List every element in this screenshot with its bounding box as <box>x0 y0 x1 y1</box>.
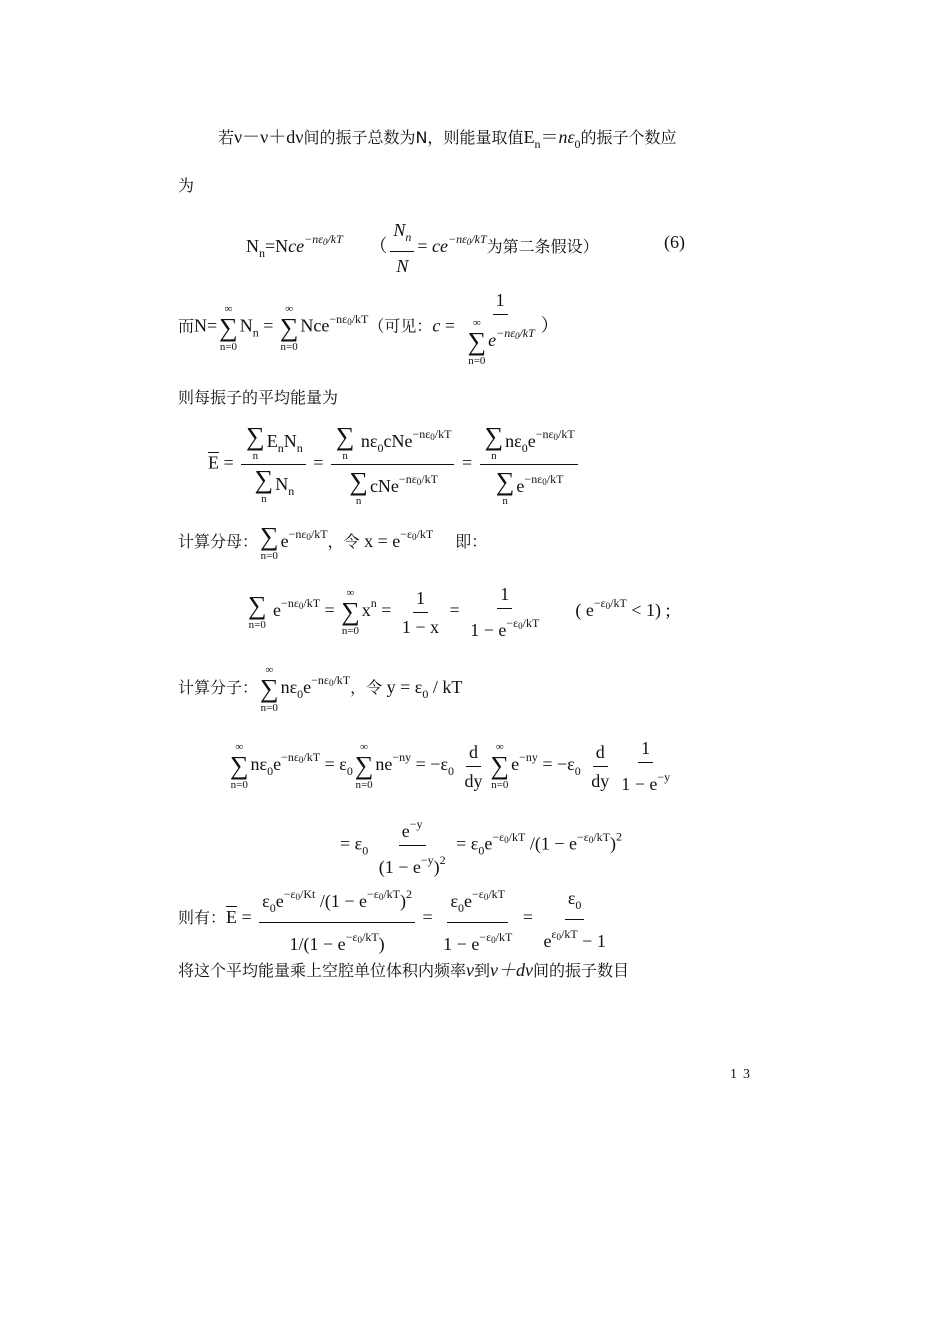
text-fragment: 则有： <box>178 908 227 928</box>
text-fragment: 若 <box>218 128 235 147</box>
text-fragment: 计算分母： <box>178 532 259 551</box>
normalization-equation: 而N= ∞ ∑ n=0 $N_n$ = ∞ ∑ n=0 Nce$^{-n\varepsilon 0/kT}$（可见：c = 1 ∞ ∑ n=0 $e^{-n\varepsilon 0/kT}$ ） <box>178 290 559 367</box>
frequency-range: ν＋dν <box>490 960 534 980</box>
derivative-series-equation: ∞ ∑ n=0 $n\varepsilon_0e^{-n\varepsilon 0/kT} = \varepsilon_0$ ∞ ∑ n=0 $ne^{-ny} = -\varepsilon_0$ $\frac{d}{dy}$ ∞ ∑ n=0 $e^{-ny} = -\varepsilon_0$ $\frac{d}{dy}$ $\frac{1}{1 - e^{-y}}$ <box>230 738 671 794</box>
text-fragment: 到 <box>474 961 491 980</box>
paragraph-average-energy: 则每振子的平均能量为 <box>178 388 339 407</box>
equation-number: (6) <box>664 232 685 252</box>
text-fragment: （可见： <box>368 316 433 336</box>
paragraph-intro <box>218 125 677 156</box>
text-fragment: 而 <box>178 316 195 336</box>
text-fragment: ，令 <box>327 532 360 551</box>
subscript: 0 <box>574 137 581 151</box>
text-fragment: N， <box>415 128 444 147</box>
energy-value: nε <box>558 127 575 147</box>
energy-symbol: E <box>523 127 535 147</box>
text-fragment: 即： <box>455 532 488 551</box>
numerator-result-equation: = $\varepsilon_0$ $\frac{e^{-y}}{(1 - e^{-y})^2}$ = $\varepsilon_0e^{-\varepsilon 0/kT}$ $/(1 - e^{-\varepsilon 0/kT})^2$ <box>340 812 622 879</box>
text-fragment: ，令 <box>350 678 383 698</box>
equals-sign: ＝ <box>540 127 559 147</box>
text-fragment: 的振子个数应 <box>580 128 677 147</box>
text-fragment: 间的振子总数为 <box>303 128 416 147</box>
text-fragment: 间的振子数目 <box>533 961 630 980</box>
page-number: 13 <box>730 1067 756 1082</box>
frequency-symbol: ν <box>466 960 475 980</box>
subscript: n <box>534 137 541 151</box>
final-average-energy-equation: 则有：$\overline{E}$ = $\frac{\varepsilon_0e^{-\varepsilon 0/Kt} /(1 - e^{-\varepsilon 0/kT})^2}{1/(1 - e^{-\varepsilon 0/kT})}$ = $\frac{\varepsilon_0e^{-\varepsilon 0/kT}}{1 - e^{-\varepsilon 0/kT}}$ = $\frac{\varepsilon_0}{e^{\varepsilon 0/kT} - 1}$ <box>178 882 612 956</box>
paragraph-continuation: 为 <box>178 176 195 195</box>
assumption-note: 为第二条假设） <box>486 237 599 257</box>
numerator-calculation: 计算分子： ∞ ∑ n=0 $n\varepsilon_0e^{-n\varepsilon 0/kT}$，令 $y = \varepsilon_0$ / kT <box>178 664 463 714</box>
text-fragment: 则能量取值 <box>443 128 524 147</box>
text-fragment: 将这个平均能量乘上空腔单位体积内频率 <box>178 961 467 980</box>
denominator-calculation: 计算分母： ∑ n=0 $e^{-n\varepsilon 0/kT}$，令 $x = e^{-\varepsilon 0/kT}$ 即： <box>178 521 488 562</box>
average-energy-equation: $\overline{E}$ = ∑ n $E_nN_n$ ∑ n $N_n$ = ∑ n $n\varepsilon_0cNe^{-n\varepsilon 0/kT}$ ∑ n cNe$^{-n\varepsilon 0/kT}$ = ∑ n $n\varepsilon_0e^{-n\varepsilon 0/kT}$ ∑ n $e^{-n\varepsilon 0/kT}$ <box>208 422 581 507</box>
text-fragment: 计算分子： <box>178 678 259 698</box>
paragraph-closing <box>178 958 629 983</box>
equation-6: $N_n=Nce^{-n\varepsilon 0/kT}$ （ $\frac{N_n}{N}$ = $ce^{-n\varepsilon 0/kT}$为第二条假设） <box>246 220 599 276</box>
frequency-range: ν－ν＋dν <box>234 127 304 147</box>
geometric-series-equation: ∑ n=0 $e^{-n\varepsilon 0/kT}$ = ∞ ∑ n=0 $x^n$ = $\frac{1}{1 - x}$ = $\frac{1}{1 - e^{-\varepsilon 0/kT}}$ ( $e^{-\varepsilon 0/kT} < 1$) ; <box>248 584 671 640</box>
